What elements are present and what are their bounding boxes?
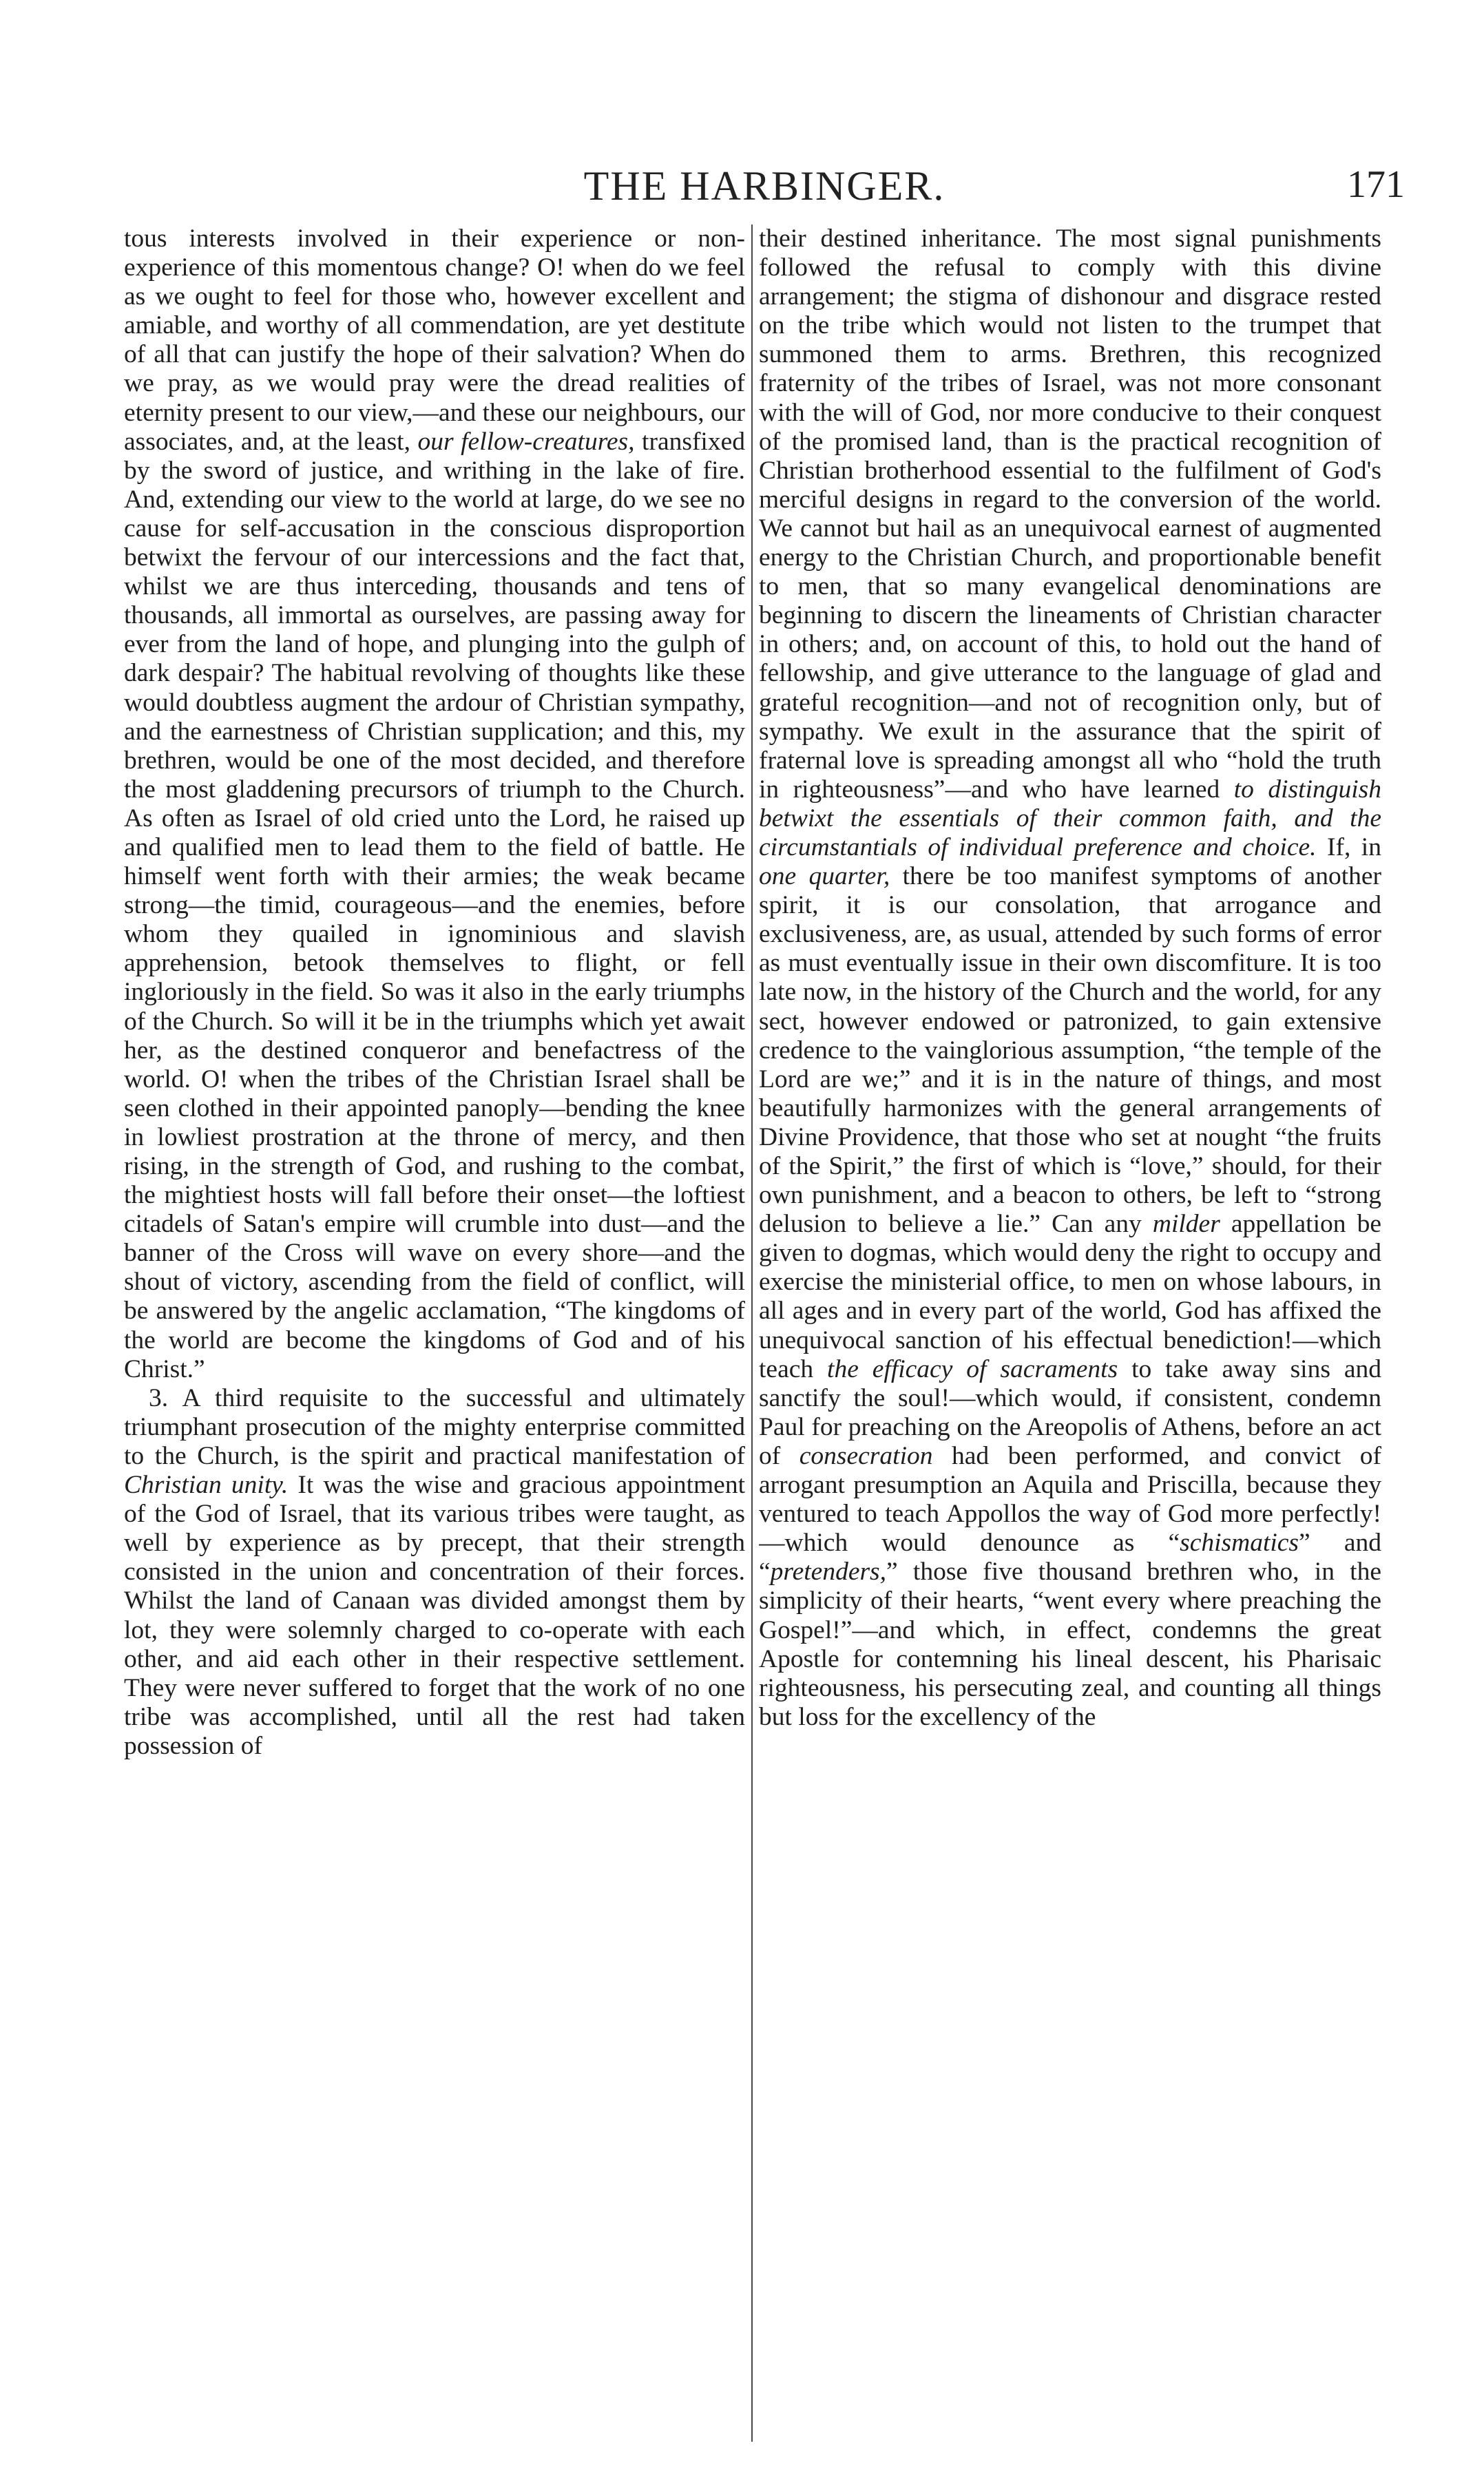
column-divider: [751, 224, 753, 2442]
running-title: THE HARBINGER.: [583, 163, 945, 209]
page-number: 171: [1347, 163, 1405, 206]
paragraph-1: tous interests involved in their experience or non-experience of this momentous change? O! when do we feel as we ought to feel for those who, however excellent and amiable, and worthy of all commendation, are yet destitute of all that can justify the hope of their salvation? When do we pray, as we would pray were the dread realities of eternity present to our view,—and these our neighbours, our associates, and, at the least, our fellow-creatures, transfixed by the sword of justice, and writhing in the lake of fire. And, extending our view to the world at large, do we see no cause for self-accusation in the conscious disproportion betwixt the fervour of our intercessions and the fact that, whilst we are thus interceding, thousands and tens of thousands, all immortal as ourselves, are passing away for ever from the land of hope, and plunging into the gulph of dark despair? The habitual revolving of thoughts like these would doubtless augment the ardour of Christian sympathy, and the earnestness of Christian supplication; and this, my brethren, would be one of the most decided, and therefore the most gladdening precursors of triumph to the Church. As often as Israel of old cried unto the Lord, he raised up and qualified men to lead them to the field of battle. He himself went forth with their armies; the weak became strong—the timid, courageous—and the enemies, before whom they quailed in ignominious and slavish apprehension, betook themselves to flight, or fell ingloriously in the field. So was it also in the early triumphs of the Church. So will it be in the triumphs which yet await her, as the destined conqueror and benefactress of the world. O! when the tribes of the Christian Israel shall be seen clothed in their appointed panoply—bending the knee in lowliest prostration at the throne of mercy, and then rising, in the strength of God, and rushing to the combat, the mightiest hosts will fall before their onset—the loftiest citadels of Satan's empire will crumble into dust—and the banner of the Cross will wave on every shore—and the shout of victory, ascending from the field of conflict, will be answered by the angelic acclamation, “The kingdoms of the world are become the kingdoms of God and of his Christ.”: [124, 224, 745, 1383]
paragraph-continued: their destined inheritance. The most signal punishments followed the refusal to comply with this divine arrangement; the stigma of dishonour and disgrace rested on the tribe which would not listen to the trumpet that summoned them to arms. Brethren, this recognized fraternity of the tribes of Israel, was not more consonant with the will of God, nor more conducive to their conquest of the promised land, than is the practical recognition of Christian brotherhood essential to the fulfilment of God's merciful designs in regard to the conversion of the world. We cannot but hail as an unequivocal earnest of augmented energy to the Christian Church, and proportionable benefit to men, that so many evangelical denominations are beginning to discern the lineaments of Christian character in others; and, on account of this, to hold out the hand of fellowship, and give utterance to the language of glad and grateful recognition—and not of recognition only, but of sympathy. We exult in the assurance that the spirit of fraternal love is spreading amongst all who “hold the truth in righteousness”—and who have learned to distinguish betwixt the essentials of their common faith, and the circumstantials of individual preference and choice. If, in one quarter, there be too manifest symptoms of another spirit, it is our consolation, that arrogance and exclusiveness, are, as usual, attended by such forms of error as must eventually issue in their own discomfiture. It is too late now, in the history of the Church and the world, for any sect, however endowed or patronized, to gain extensive credence to the vainglorious assumption, “the temple of the Lord are we;” and it is in the nature of things, and most beautifully harmonizes with the general arrangements of Divine Providence, that those who set at nought “the fruits of the Spirit,” the first of which is “love,” should, for their own punishment, and a beacon to others, be left to “strong delusion to believe a lie.” Can any milder appellation be given to dogmas, which would deny the right to occupy and exercise the ministerial office, to men on whose labours, in all ages and in every part of the world, God has affixed the unequivocal sanction of his effectual benediction!—which teach the efficacy of sacraments to take away sins and sanctify the soul!—which would, if consistent, condemn Paul for preaching on the Areopolis of Athens, before an act of consecration had been performed, and convict of arrogant presumption an Aquila and Priscilla, because they ventured to teach Appollos the way of God more perfectly!—which would denounce as “schismatics” and “pretenders,” those five thousand brethren who, in the simplicity of their hearts, “went every where preaching the Gospel!”—and which, in effect, condemns the great Apostle for contemning his lineal descent, his Pharisaic righteousness, his persecuting zeal, and counting all things but loss for the excellency of the: [759, 224, 1381, 1731]
paragraph-2: 3. A third requisite to the successful and ultimately triumphant prosecution of the mighty enterprise committed to the Church, is the spirit and practical manifestation of Christian unity. It was the wise and gracious appointment of the God of Israel, that its various tribes were taught, as well by experience as by precept, that their strength consisted in the union and concentration of their forces. Whilst the land of Canaan was divided amongst them by lot, they were solemnly charged to co-operate with each other, and aid each other in their respective settlement. They were never suffered to forget that the work of no one tribe was accomplished, until all the rest had taken possession of: [124, 1383, 745, 1760]
right-column: [759, 224, 1381, 2442]
page-header: [124, 157, 1405, 212]
left-column: [124, 224, 745, 2442]
